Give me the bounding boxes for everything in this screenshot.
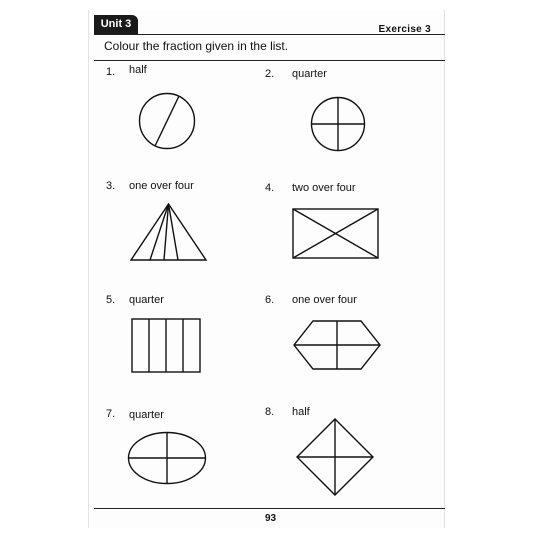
circle-half-shape[interactable] xyxy=(138,92,196,150)
question-label: one over four xyxy=(129,180,194,192)
question-number: 2. xyxy=(265,68,275,80)
question-number: 1. xyxy=(106,66,116,78)
question-label: half xyxy=(292,406,310,418)
instruction-text: Colour the fraction given in the list. xyxy=(104,39,289,53)
diamond-quartered-shape[interactable] xyxy=(296,418,374,496)
question-number: 7. xyxy=(106,408,116,420)
rectangle-cross-shape[interactable] xyxy=(292,208,379,259)
ellipse-quartered-shape[interactable] xyxy=(127,431,207,485)
question-label: quarter xyxy=(129,409,164,421)
question-label: one over four xyxy=(292,294,357,306)
question-label: two over four xyxy=(292,182,356,194)
unit-badge: Unit 3 xyxy=(94,15,138,34)
question-number: 5. xyxy=(106,294,116,306)
question-label: quarter xyxy=(292,68,327,80)
circle-quartered-shape[interactable] xyxy=(310,96,366,152)
question-number: 4. xyxy=(265,182,275,194)
rectangle-columns-shape[interactable] xyxy=(131,318,201,373)
hexagon-quartered-shape[interactable] xyxy=(293,320,381,370)
question-label: half xyxy=(129,64,147,76)
page-number: 93 xyxy=(264,513,277,524)
triangle-fan-shape[interactable] xyxy=(130,203,207,261)
footer-divider xyxy=(94,508,445,509)
question-number: 6. xyxy=(265,294,275,306)
question-number: 8. xyxy=(265,406,275,418)
question-number: 3. xyxy=(106,180,116,192)
exercise-title: Exercise 3 xyxy=(378,24,431,35)
question-label: quarter xyxy=(129,294,164,306)
